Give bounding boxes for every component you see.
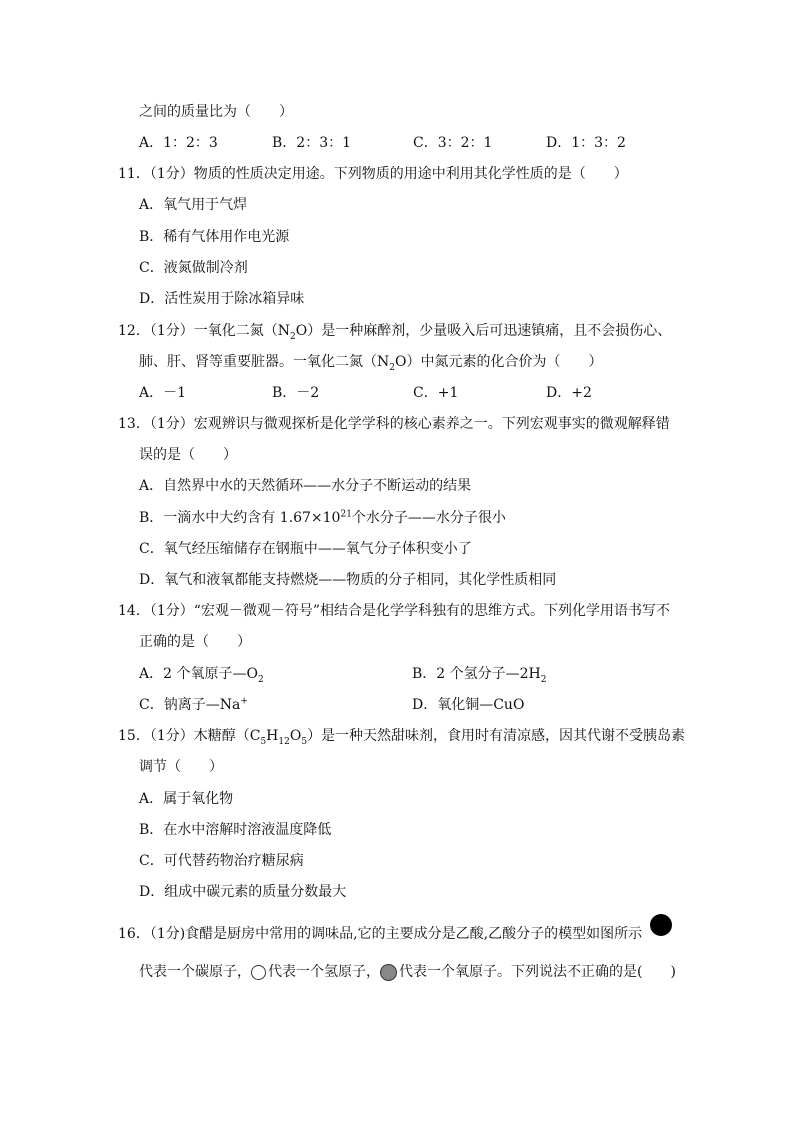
q13-option-a[interactable]: A．自然界中水的天然循环——水分子不断运动的结果 (139, 478, 472, 494)
q12-option-c[interactable]: C．+1 (413, 385, 459, 401)
subscript: 2 (389, 362, 395, 373)
q16-text: 代表一个氧原子。下列说法不正确的是( ) (399, 964, 676, 980)
superscript: 21 (340, 509, 352, 520)
q13-text: 个水分子——水分子很小 (351, 510, 506, 526)
subscript: 12 (278, 736, 290, 747)
q14-text: B．2 个氢分子—2H (412, 666, 541, 682)
q11-option-a[interactable]: A．氧气用于气焊 (139, 197, 248, 213)
q15-option-b[interactable]: B．在水中溶解时溶液温度降低 (139, 822, 332, 838)
q13-stem-line1: 13．（1分）宏观辨识与微观探析是化学学科的核心素养之一。下列宏观事实的微观解释错 (118, 416, 670, 432)
q13-stem-line2: 误的是（ ） (139, 447, 237, 463)
q14-text: A．2 个氧原子—O (139, 666, 258, 682)
q13-text: B．一滴水中大约含有 1.67×10 (139, 510, 341, 526)
superscript: + (240, 696, 248, 707)
subscript: 2 (257, 674, 264, 685)
subscript: 2 (540, 674, 547, 685)
q15-option-a[interactable]: A．属于氧化物 (139, 791, 234, 807)
q13-option-c[interactable]: C．氧气经压缩储存在钢瓶中——氧气分子体积变小了 (139, 541, 472, 557)
q15-text: O (289, 728, 302, 744)
q12-stem-line1 (118, 321, 671, 341)
q12-option-b[interactable]: B．－2 (272, 385, 320, 401)
q15-text: H (266, 728, 279, 744)
q15-stem-line1 (118, 726, 685, 746)
q10-option-d[interactable]: D．1：3：2 (546, 135, 626, 151)
q16-stem-line2 (139, 962, 676, 982)
q12-text: 12．（1分）一氧化二氮（N (118, 323, 290, 339)
subscript: 5 (301, 736, 308, 747)
q14-text: C．钠离子—Na (139, 697, 241, 713)
q15-option-c[interactable]: C．可代替药物治疗糖尿病 (139, 853, 304, 869)
q15-text: 15．（1分）木糖醇（C (118, 728, 261, 744)
q12-text: O）是一种麻醉剂，少量吸入后可迅速镇痛，且不会损伤心、 (295, 323, 672, 339)
q13-option-b[interactable] (139, 508, 506, 528)
q16-text: 代表一个氢原子， (268, 964, 380, 980)
hydrogen-atom-icon (251, 965, 266, 980)
q10-option-c[interactable]: C．3：2：1 (413, 135, 493, 151)
q11-stem: 11．（1分）物质的性质决定用途。下列物质的用途中利用其化学性质的是（ ） (118, 166, 628, 182)
q14-option-b[interactable] (412, 664, 547, 684)
q11-option-b[interactable]: B．稀有气体用作电光源 (139, 229, 290, 245)
q15-stem-line2: 调节（ ） (139, 759, 223, 775)
q12-option-d[interactable]: D．+2 (546, 385, 592, 401)
q14-option-c[interactable] (139, 695, 248, 715)
subscript: 5 (260, 736, 267, 747)
q10-option-a[interactable]: A．1：2：3 (139, 135, 218, 151)
q16-stem-line1: 16．（1分)食醋是厨房中常用的调味品,它的主要成分是乙酸,乙酸分子的模型如图所示 (118, 926, 643, 942)
q10-option-b[interactable]: B．2：3：1 (272, 135, 352, 151)
q16-text: 代表一个碳原子， (139, 964, 251, 980)
q14-stem-line2: 正确的是（ ） (139, 634, 251, 650)
q11-option-c[interactable]: C．液氮做制冷剂 (139, 260, 248, 276)
q11-option-d[interactable]: D．活性炭用于除冰箱异味 (139, 291, 305, 307)
q10-continuation: 之间的质量比为（ ） (139, 104, 293, 120)
q14-stem-line1: 14．（1分）“宏观－微观－符号”相结合是化学学科独有的思维方式。下列化学用语书写不 (118, 603, 671, 619)
q12-text: O）中氮元素的化合价为（ ） (394, 354, 603, 370)
carbon-atom-icon (650, 914, 672, 936)
q15-option-d[interactable]: D．组成中碳元素的质量分数最大 (139, 884, 347, 900)
q15-text: ）是一种天然甜味剂，食用时有清凉感，因其代谢不受胰岛素 (307, 728, 686, 744)
q14-option-a[interactable] (139, 664, 264, 684)
q12-option-a[interactable]: A．－1 (139, 385, 187, 401)
oxygen-atom-icon (380, 964, 397, 981)
subscript: 2 (289, 331, 296, 342)
q14-option-d[interactable]: D．氧化铜—CuO (412, 697, 525, 713)
q12-text: 肺、肝、肾等重要脏器。一氧化二氮（N (139, 354, 390, 370)
q13-option-d[interactable]: D．氧气和液氧都能支持燃烧——物质的分子相同，其化学性质相同 (139, 572, 557, 588)
q12-stem-line2 (139, 352, 602, 372)
